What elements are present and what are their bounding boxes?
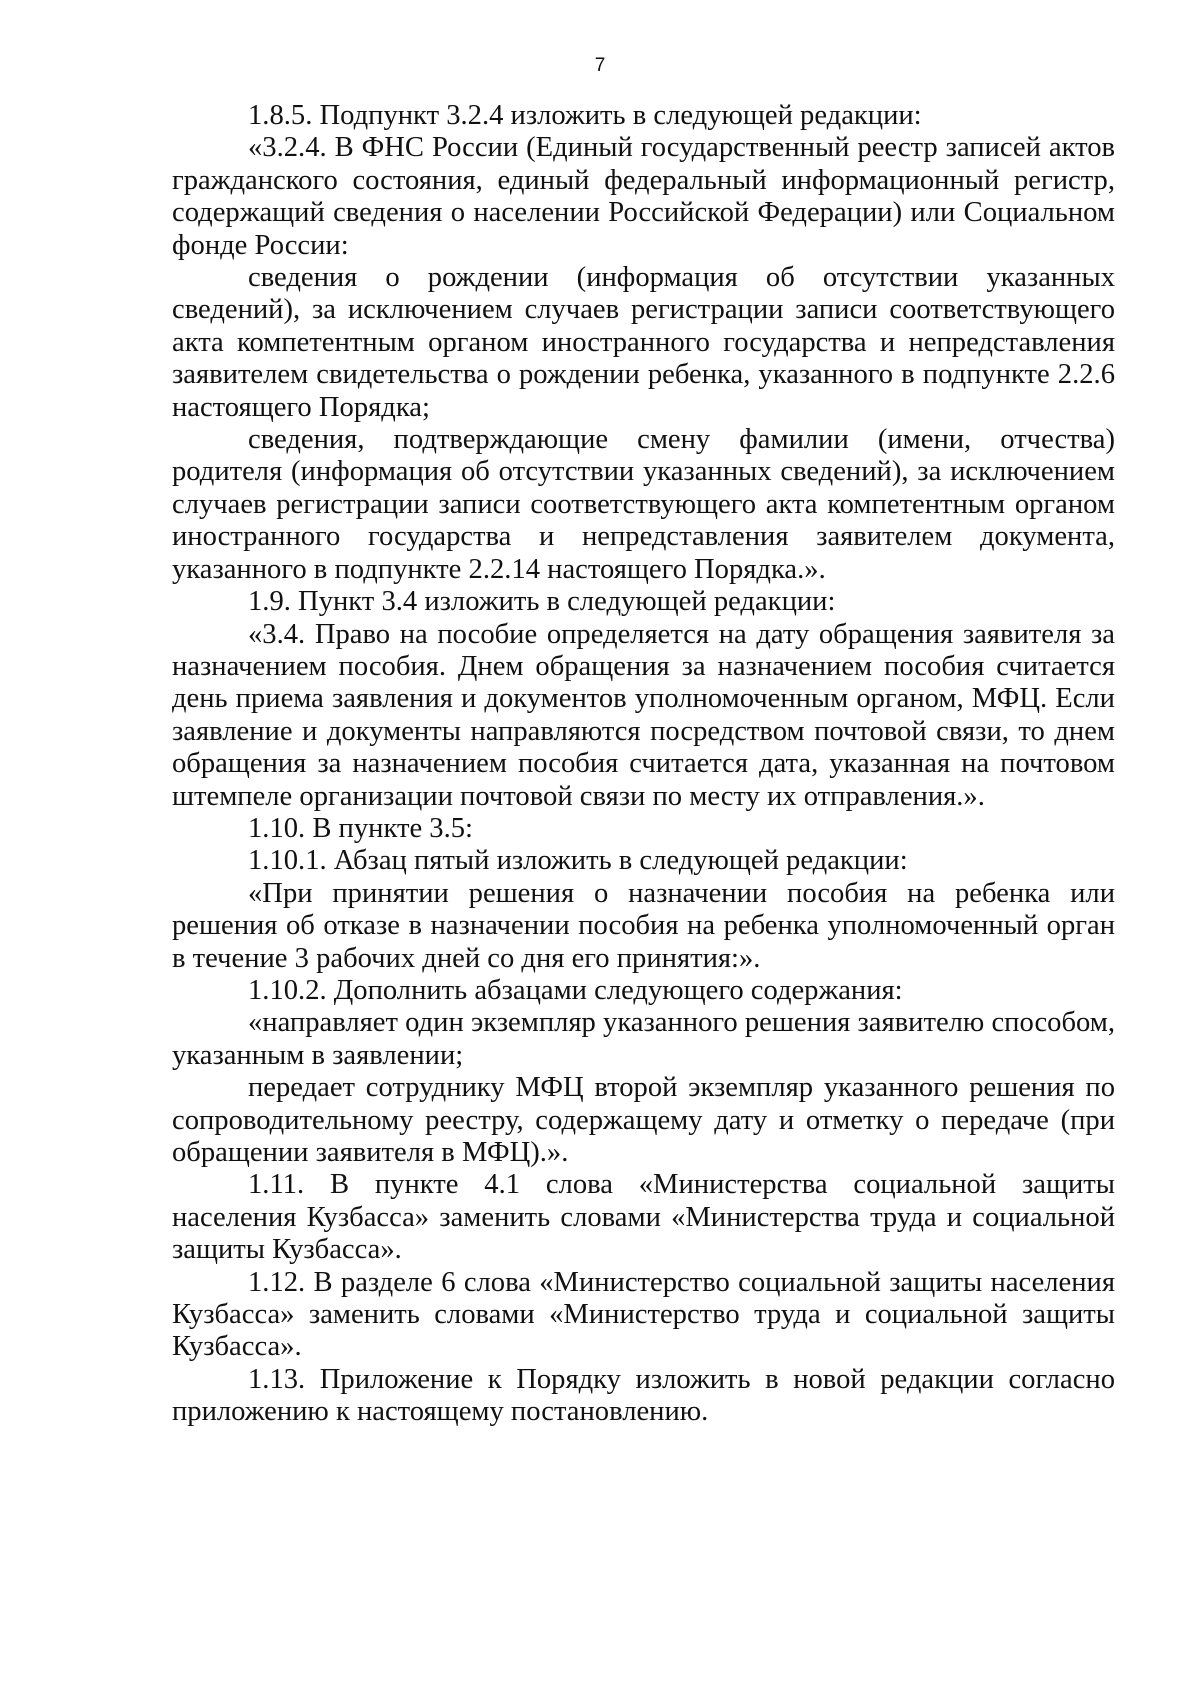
paragraph-name-change-info: сведения, подтверждающие смену фамилии (имени, отчества) родителя (информация об отсутствии указанных сведений), за исключением случаев регистрации записи соответствующего акта компетентным органом иностранного государства и непредставления заявителем документа, указанного в подпункте 2.2.14 настоящего Порядка.». <box>172 424 1115 585</box>
paragraph-1-13: 1.13. Приложение к Порядку изложить в новой редакции согласно приложению к настоящему постановлению. <box>172 1363 1115 1428</box>
paragraph-transfers-mfc: передает сотруднику МФЦ второй экземпляр указанного решения по сопроводительному реестру, содержащему дату и отметку о передаче (при обращении заявителя в МФЦ).». <box>172 1072 1115 1168</box>
paragraph-1-12: 1.12. В разделе 6 слова «Министерство социальной защиты населения Кузбасса» заменить словами «Министерство труда и социальной защиты Кузбасса». <box>172 1266 1115 1363</box>
paragraph-sends-copy: «направляет один экземпляр указанного решения заявителю способом, указанным в заявлении; <box>172 1007 1115 1071</box>
document-body <box>172 100 1115 1429</box>
paragraph-birth-info: сведения о рождении (информация об отсутствии указанных сведений), за исключением случаев регистрации записи соответствующего акта компетентным органом иностранного государства и непредставления заявителем свидетельства о рождении ребенка, указанного в подпункте 2.2.6 настоящего Порядка; <box>172 262 1115 423</box>
paragraph-1-11: 1.11. В пункте 4.1 слова «Министерства социальной защиты населения Кузбасса» заменить словами «Министерства труда и социальной защиты Кузбасса». <box>172 1169 1115 1266</box>
paragraph-1-10-1: 1.10.1. Абзац пятый изложить в следующей редакции: <box>248 845 908 877</box>
paragraph-quote-decision: «При принятии решения о назначении пособия на ребенка или решения об отказе в назначении пособия на ребенка уполномоченный орган в течение 3 рабочих дней со дня его принятия:». <box>172 877 1115 974</box>
paragraph-quote-3-4: «3.4. Право на пособие определяется на дату обращения заявителя за назначением пособия. Днем обращения за назначением пособия считается день приема заявления и документов уполномоченным органом, МФЦ. Если заявление и документы направляются посредством почтовой связи, то днем обращения за назначением пособия считается дата, указанная на почтовом штемпеле организации почтовой связи по месту их отправления.». <box>172 618 1115 812</box>
paragraph-1-9: 1.9. Пункт 3.4 изложить в следующей редакции: <box>248 586 836 618</box>
page-number: 7 <box>594 55 606 76</box>
paragraph-1-10: 1.10. В пункте 3.5: <box>248 812 473 844</box>
paragraph-1-10-2: 1.10.2. Дополнить абзацами следующего содержания: <box>248 974 903 1006</box>
paragraph-quote-3-2-4: «3.2.4. В ФНС России (Единый государственный реестр записей актов гражданского состояния, единый федеральный информационный регистр, содержащий сведения о населении Российской Федерации) или Социальном фонде России: <box>172 132 1115 261</box>
paragraph-1-8-5: 1.8.5. Подпункт 3.2.4 изложить в следующей редакции: <box>248 100 922 131</box>
